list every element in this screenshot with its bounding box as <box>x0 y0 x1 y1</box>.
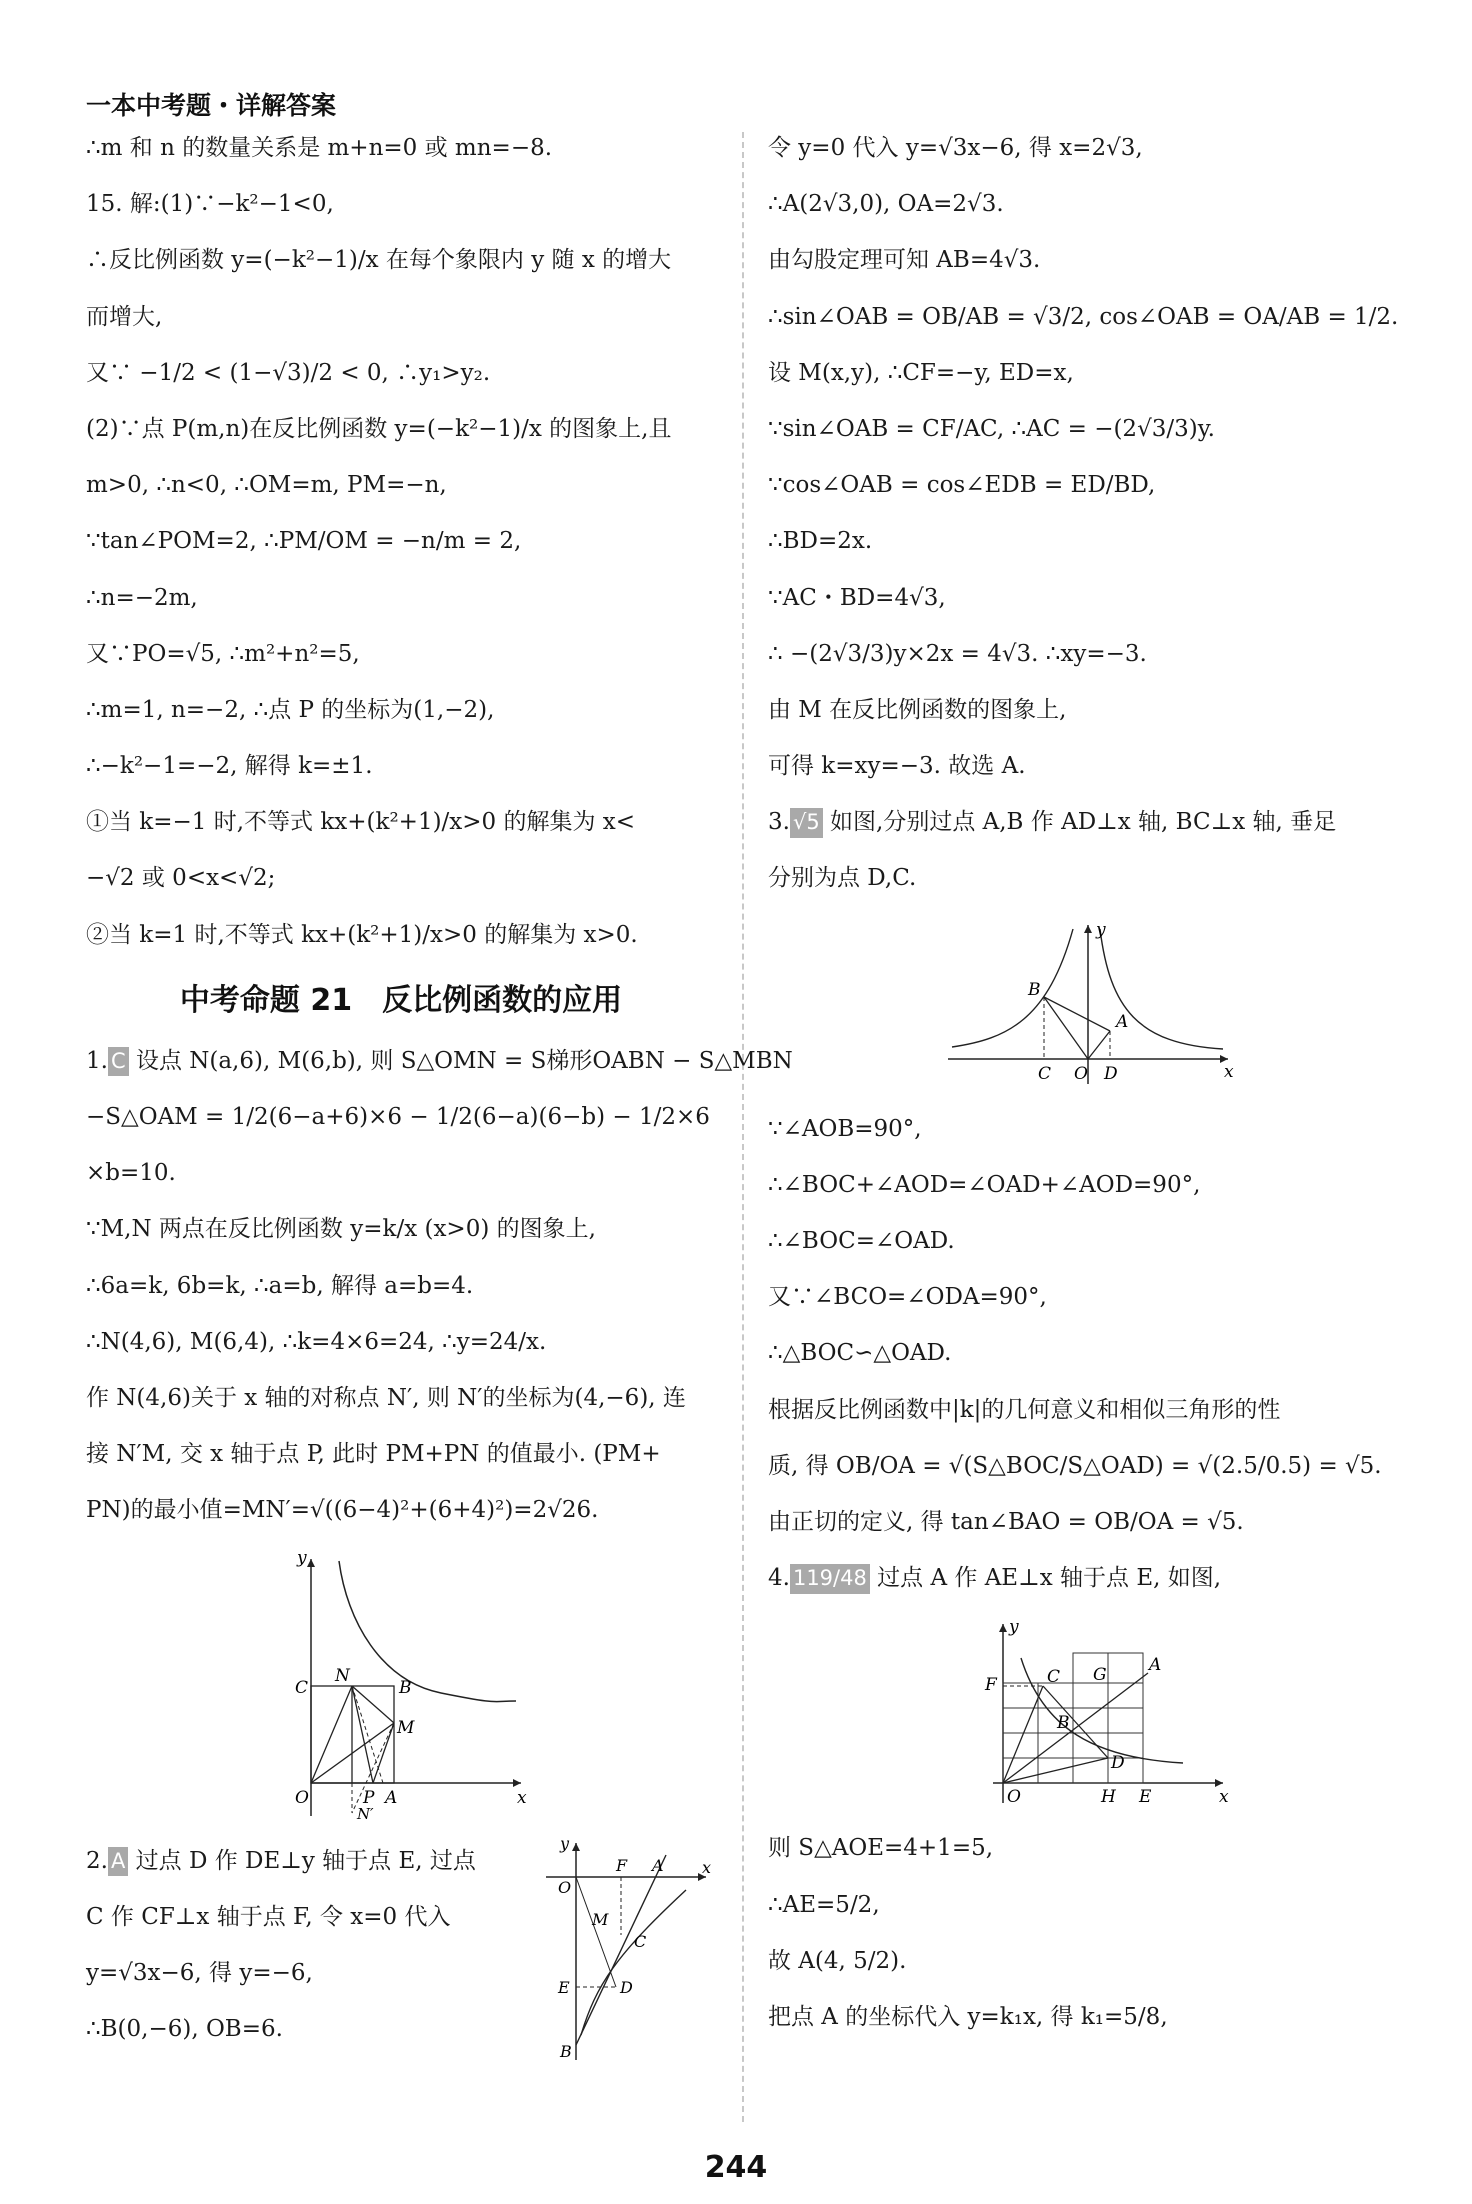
text-line: ∴−k²−1=−2, 解得 k=±1. <box>86 753 373 780</box>
text-line: ①当 k=−1 时,不等式 kx+(k²+1)/x>0 的解集为 x< <box>86 809 636 836</box>
text-line: 可得 k=xy=−3. 故选 A. <box>768 753 1026 780</box>
text-line: ∴m=1, n=−2, ∴点 P 的坐标为(1,−2), <box>86 696 495 723</box>
fig-label: E <box>1139 1787 1152 1808</box>
text-line: ∵M,N 两点在反比例函数 y=k/x (x>0) 的图象上, <box>86 1216 596 1243</box>
q1-figure <box>271 1551 531 1821</box>
question-2-header <box>86 1845 526 1877</box>
text-line: 由 M 在反比例函数的图象上, <box>768 696 1067 723</box>
q4-figure <box>943 1618 1233 1808</box>
text-line: 又∵∠BCO=∠ODA=90°, <box>768 1284 1047 1311</box>
fig-label: A <box>1149 1655 1162 1676</box>
fig-label: O <box>1007 1787 1021 1808</box>
text-line: ∵tan∠POM=2, ∴PM/OM = −n/m = 2, <box>86 528 522 555</box>
text-line: 由勾股定理可知 AB=4√3. <box>768 247 1041 274</box>
text-line: 把点 A 的坐标代入 y=k₁x, 得 k₁=5/8, <box>768 2003 1168 2030</box>
text-line: ∵cos∠OAB = cos∠EDB = ED/BD, <box>768 472 1156 499</box>
fig-label: M <box>592 1909 609 1929</box>
section-title: 中考命题 21 反比例函数的应用 <box>179 982 623 1018</box>
text-line: ∴N(4,6), M(6,4), ∴k=4×6=24, ∴y=24/x. <box>86 1328 547 1355</box>
text-line: 故 A(4, 5/2). <box>768 1947 907 1974</box>
fig-label: D <box>620 1977 633 1997</box>
question-number: 4. <box>768 1565 790 1592</box>
question-2-block <box>86 1834 716 2075</box>
text-line: ∴△BOC∽△OAD. <box>768 1340 952 1367</box>
fig-label: E <box>558 1977 570 1997</box>
text-line: (2)∵点 P(m,n)在反比例函数 y=(−k²−1)/x 的图象上,且 <box>86 415 672 442</box>
fig-label: O <box>1074 1063 1088 1084</box>
fig-label: x <box>1219 1787 1229 1808</box>
fig-label: x <box>702 1857 712 1877</box>
text-line: 由正切的定义, 得 tan∠BAO = OB/OA = √5. <box>768 1508 1244 1535</box>
text-line: ∴6a=k, 6b=k, ∴a=b, 解得 a=b=4. <box>86 1272 474 1299</box>
q3-figure <box>938 919 1238 1089</box>
fig-label: D <box>1111 1753 1125 1774</box>
text-line: 又∵ −1/2 < (1−√3)/2 < 0, ∴y₁>y₂. <box>86 359 491 386</box>
text-line: 又∵PO=√5, ∴m²+n²=5, <box>86 640 360 667</box>
question-number: 2. <box>86 1847 108 1874</box>
text-line: ∵AC・BD=4√3, <box>768 584 946 611</box>
text-line: 则 S△AOE=4+1=5, <box>768 1835 994 1862</box>
text-line: ∴AE=5/2, <box>768 1891 880 1918</box>
text-line: ∴m 和 n 的数量关系是 m+n=0 或 mn=−8. <box>86 135 553 161</box>
text-line: 设 M(x,y), ∴CF=−y, ED=x, <box>768 359 1074 386</box>
text-line: ∴B(0,−6), OB=6. <box>86 2016 283 2043</box>
text-line: ∴n=−2m, <box>86 584 198 611</box>
text-line: ∴∠BOC=∠OAD. <box>768 1228 955 1254</box>
text-line: C 作 CF⊥x 轴于点 F, 令 x=0 代入 <box>86 1903 451 1930</box>
text-line: 令 y=0 代入 y=√3x−6, 得 x=2√3, <box>768 135 1143 161</box>
answer-badge: 119/48 <box>790 1564 870 1593</box>
fig-label: F <box>985 1675 997 1696</box>
text-line: −√2 或 0<x<√2; <box>86 865 276 892</box>
text-line: 质, 得 OB/OA = √(S△BOC/S△OAD) = √(2.5/0.5) = √5. <box>768 1452 1382 1479</box>
question-text: 设点 N(a,6), M(6,b), 则 S△OMN = S梯形OABN − S△MBN <box>135 1047 793 1074</box>
text-line: ∴sin∠OAB = OB/AB = √3/2, cos∠OAB = OA/AB = 1/2. <box>768 303 1399 330</box>
fig-label: O <box>558 1877 572 1897</box>
fig-label: C <box>1047 1667 1061 1688</box>
fig-label: C <box>634 1931 647 1951</box>
text-line: ∴BD=2x. <box>768 528 873 555</box>
text-line: −S△OAM = 1/2(6−a+6)×6 − 1/2(6−a)(6−b) − 1/2×6 <box>86 1104 710 1130</box>
fig-label: N <box>335 1665 350 1686</box>
text-line: m>0, ∴n<0, ∴OM=m, PM=−n, <box>86 472 447 499</box>
question-text: 过点 D 作 DE⊥y 轴于点 E, 过点 <box>135 1847 476 1874</box>
text-line: 而增大, <box>86 303 163 330</box>
fig-label: B <box>399 1677 412 1698</box>
answer-badge: √5 <box>790 808 823 837</box>
fig-label: x <box>517 1787 527 1808</box>
page-header: 一本中考题・详解答案 <box>86 91 337 120</box>
text-line: ∴A(2√3,0), OA=2√3. <box>768 191 1004 218</box>
fig-label: y <box>1009 1618 1019 1638</box>
fig-label: y <box>1096 919 1106 940</box>
fig-label: N′ <box>357 1804 374 1821</box>
left-column <box>86 132 793 2075</box>
question-number: 1. <box>86 1047 108 1074</box>
answer-badge: C <box>108 1047 129 1076</box>
text-line: ∵∠AOB=90°, <box>768 1115 922 1142</box>
q2-figure <box>536 1835 716 2065</box>
fig-label: C <box>1038 1063 1052 1084</box>
text-line: ×b=10. <box>86 1160 176 1187</box>
question-text: 过点 A 作 AE⊥x 轴于点 E, 如图, <box>877 1565 1222 1592</box>
fig-label: A <box>1116 1011 1129 1032</box>
text-line: ∴反比例函数 y=(−k²−1)/x 在每个象限内 y 随 x 的增大 <box>86 247 672 274</box>
fig-label: A <box>385 1787 398 1808</box>
answer-badge: A <box>108 1847 128 1876</box>
fig-label: y <box>297 1550 307 1568</box>
text-line: 根据反比例函数中|k|的几何意义和相似三角形的性 <box>768 1396 1281 1423</box>
fig-label: A <box>652 1855 664 1875</box>
question-4-header <box>768 1562 1408 1594</box>
text-line: y=√3x−6, 得 y=−6, <box>86 1959 313 1986</box>
text-line: 作 N(4,6)关于 x 轴的对称点 N′, 则 N′的坐标为(4,−6), 连 <box>86 1384 686 1411</box>
fig-label: G <box>1093 1665 1107 1686</box>
question-text: 如图,分别过点 A,B 作 AD⊥x 轴, BC⊥x 轴, 垂足 <box>830 809 1337 836</box>
fig-label: B <box>560 2041 572 2061</box>
fig-label: B <box>1057 1713 1070 1734</box>
fig-label: F <box>616 1855 628 1875</box>
text-line: 分别为点 D,C. <box>768 865 917 892</box>
fig-label: P <box>363 1787 375 1808</box>
fig-label: C <box>295 1677 309 1698</box>
text-line: 15. 解:(1)∵−k²−1<0, <box>86 191 334 218</box>
question-3-header <box>768 806 1408 838</box>
text-line: ∴∠BOC+∠AOD=∠OAD+∠AOD=90°, <box>768 1171 1201 1198</box>
fig-label: H <box>1101 1787 1116 1808</box>
fig-label: O <box>295 1787 309 1808</box>
fig-label: y <box>560 1834 570 1853</box>
text-line: 接 N′M, 交 x 轴于点 P, 此时 PM+PN 的值最小. (PM+ <box>86 1441 661 1468</box>
question-number: 3. <box>768 809 790 836</box>
right-column <box>768 132 1408 2057</box>
question-1-header <box>86 1045 793 1077</box>
page-number: 244 <box>704 2150 768 2185</box>
fig-label: x <box>1224 1061 1234 1082</box>
text-line: ②当 k=1 时,不等式 kx+(k²+1)/x>0 的解集为 x>0. <box>86 921 638 948</box>
fig-label: D <box>1104 1063 1118 1084</box>
text-line: ∵sin∠OAB = CF/AC, ∴AC = −(2√3/3)y. <box>768 415 1215 442</box>
text-line: PN)的最小值=MN′=√((6−4)²+(6+4)²)=2√26. <box>86 1497 599 1524</box>
fig-label: B <box>1028 979 1041 1000</box>
text-line: ∴ −(2√3/3)y×2x = 4√3. ∴xy=−3. <box>768 640 1147 667</box>
column-divider <box>742 132 745 2122</box>
fig-label: M <box>397 1717 415 1738</box>
